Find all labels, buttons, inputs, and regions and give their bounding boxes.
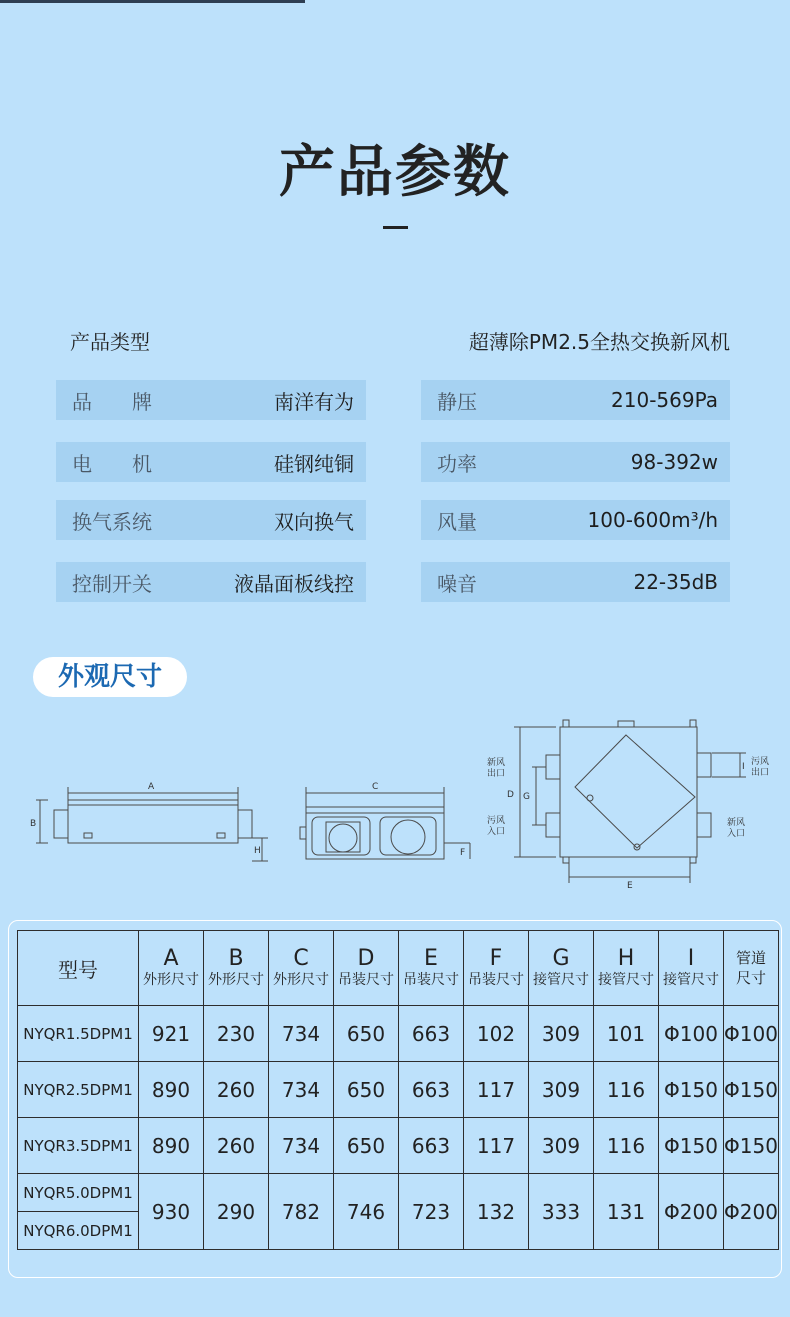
label-dirty-out-1: 污风 xyxy=(751,757,770,767)
dim-label-e: E xyxy=(627,881,633,891)
spec-motor xyxy=(56,442,366,482)
dimension-drawings xyxy=(0,715,790,900)
cell: Φ200 xyxy=(659,1174,724,1250)
cell: 101 xyxy=(594,1006,659,1062)
header-pipe: 管道 尺寸 xyxy=(724,931,779,1006)
cell: 746 xyxy=(334,1174,399,1250)
spec-static-pressure xyxy=(421,380,730,420)
spec-power xyxy=(421,442,730,482)
label-new-in-2: 入口 xyxy=(727,829,746,839)
cell: Φ200 xyxy=(724,1174,779,1250)
cell: 333 xyxy=(529,1174,594,1250)
section-pill-dimensions: 外观尺寸 xyxy=(33,657,187,697)
spec-value: 210-569Pa xyxy=(611,388,718,412)
model-cell: NYQR2.5DPM1 xyxy=(18,1062,139,1118)
cell: 260 xyxy=(204,1062,269,1118)
cell: 117 xyxy=(464,1062,529,1118)
cell: 131 xyxy=(594,1174,659,1250)
table-row xyxy=(18,1006,779,1062)
cell: 921 xyxy=(139,1006,204,1062)
front-view-drawing xyxy=(36,787,268,861)
cell: 663 xyxy=(399,1006,464,1062)
header-i: I 接管尺寸 xyxy=(659,931,724,1006)
spec-key: 换气系统 xyxy=(72,509,152,534)
dim-label-i: I xyxy=(742,762,745,772)
label-dirty-in-2: 入口 xyxy=(487,827,506,837)
dim-label-g: G xyxy=(523,792,530,802)
cell: 116 xyxy=(594,1118,659,1174)
dim-label-h: H xyxy=(254,846,261,856)
cell: 116 xyxy=(594,1062,659,1118)
title-dash xyxy=(383,226,408,229)
cell: 290 xyxy=(204,1174,269,1250)
dim-label-d: D xyxy=(507,790,514,800)
cell: Φ150 xyxy=(659,1118,724,1174)
cell: 734 xyxy=(269,1006,334,1062)
spec-key: 品 牌 xyxy=(72,389,152,414)
cell: 650 xyxy=(334,1118,399,1174)
spec-key: 功率 xyxy=(437,451,477,476)
cell: 309 xyxy=(529,1006,594,1062)
spec-control xyxy=(56,562,366,602)
spec-ventilation xyxy=(56,500,366,540)
top-view-drawing xyxy=(514,720,746,883)
dim-label-f: F xyxy=(460,848,466,858)
page-title: 产品参数 xyxy=(279,140,511,205)
cell: 309 xyxy=(529,1118,594,1174)
table-row xyxy=(18,1118,779,1174)
cell: 782 xyxy=(269,1174,334,1250)
product-type-value: 超薄除PM2.5全热交换新风机 xyxy=(468,330,730,354)
cell: 102 xyxy=(464,1006,529,1062)
cell: 117 xyxy=(464,1118,529,1174)
model-cell: NYQR3.5DPM1 xyxy=(18,1118,139,1174)
cell: 260 xyxy=(204,1118,269,1174)
table-header-row xyxy=(18,931,779,1006)
label-dirty-out-2: 出口 xyxy=(751,768,770,778)
label-new-in-1: 新风 xyxy=(727,818,746,828)
header-g: G 接管尺寸 xyxy=(529,931,594,1006)
spec-key: 控制开关 xyxy=(72,571,152,596)
spec-value: 双向换气 xyxy=(274,509,354,534)
dim-label-b: B xyxy=(30,819,37,829)
table-row xyxy=(18,1174,779,1212)
cell: 723 xyxy=(399,1174,464,1250)
spec-brand xyxy=(56,380,366,420)
header-d: D 吊装尺寸 xyxy=(334,931,399,1006)
cell: Φ100 xyxy=(724,1006,779,1062)
cell: 734 xyxy=(269,1118,334,1174)
spec-noise xyxy=(421,562,730,602)
header-h: H 接管尺寸 xyxy=(594,931,659,1006)
cell: 930 xyxy=(139,1174,204,1250)
top-strip xyxy=(0,0,305,3)
cell: Φ150 xyxy=(659,1062,724,1118)
spec-value: 硅钢纯铜 xyxy=(274,451,354,476)
spec-value: 22-35dB xyxy=(633,570,718,594)
header-f: F 吊装尺寸 xyxy=(464,931,529,1006)
header-model: 型号 xyxy=(18,931,139,1006)
model-cell: NYQR1.5DPM1 xyxy=(18,1006,139,1062)
cell: 890 xyxy=(139,1062,204,1118)
cell: 309 xyxy=(529,1062,594,1118)
cell: 650 xyxy=(334,1062,399,1118)
cell: 650 xyxy=(334,1006,399,1062)
spec-key: 风量 xyxy=(437,509,477,534)
cell: 734 xyxy=(269,1062,334,1118)
cell: 663 xyxy=(399,1118,464,1174)
side-view-drawing xyxy=(300,787,470,859)
table-row xyxy=(18,1062,779,1118)
spec-airflow xyxy=(421,500,730,540)
model-cell: NYQR5.0DPM1 xyxy=(18,1174,139,1212)
cell: 230 xyxy=(204,1006,269,1062)
spec-key: 电 机 xyxy=(72,451,152,476)
cell: Φ100 xyxy=(659,1006,724,1062)
spec-key: 噪音 xyxy=(437,571,477,596)
dim-label-c: C xyxy=(372,782,379,792)
label-fresh-out-2: 出口 xyxy=(487,769,506,779)
spec-value: 100-600m³/h xyxy=(587,508,718,532)
cell: Φ150 xyxy=(724,1062,779,1118)
label-dirty-in-1: 污风 xyxy=(487,816,506,826)
cell: 663 xyxy=(399,1062,464,1118)
dim-label-a: A xyxy=(148,782,155,792)
cell: 132 xyxy=(464,1174,529,1250)
spec-value: 南洋有为 xyxy=(274,389,354,414)
cell: 890 xyxy=(139,1118,204,1174)
header-a: A 外形尺寸 xyxy=(139,931,204,1006)
dimension-table xyxy=(17,930,779,1250)
header-c: C 外形尺寸 xyxy=(269,931,334,1006)
header-b: B 外形尺寸 xyxy=(204,931,269,1006)
spec-value: 98-392w xyxy=(630,450,718,474)
spec-key: 静压 xyxy=(437,389,477,414)
label-fresh-out-1: 新风 xyxy=(487,758,506,768)
model-cell: NYQR6.0DPM1 xyxy=(18,1212,139,1250)
spec-value: 液晶面板线控 xyxy=(234,571,354,596)
product-type-label: 产品类型 xyxy=(70,330,150,354)
cell: Φ150 xyxy=(724,1118,779,1174)
header-e: E 吊装尺寸 xyxy=(399,931,464,1006)
